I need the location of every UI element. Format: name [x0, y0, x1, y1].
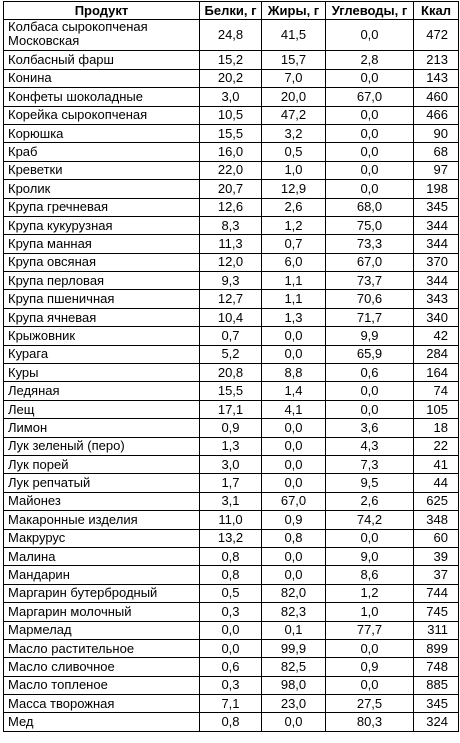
protein-value: 15,2 [200, 51, 262, 69]
carbs-value: 9,0 [326, 547, 414, 565]
table-row [4, 492, 459, 510]
product-name: Масло растительное [4, 639, 200, 657]
fat-value: 12,9 [262, 180, 326, 198]
kcal-value: 370 [414, 253, 459, 271]
kcal-value: 97 [414, 161, 459, 179]
product-name: Конина [4, 69, 200, 87]
header-protein: Белки, г [200, 2, 262, 20]
fat-value: 1,2 [262, 216, 326, 234]
protein-value: 17,1 [200, 400, 262, 418]
kcal-value: 345 [414, 198, 459, 216]
carbs-value: 27,5 [326, 695, 414, 713]
product-name: Маргарин молочный [4, 603, 200, 621]
product-name: Макрурус [4, 529, 200, 547]
product-name: Краб [4, 143, 200, 161]
fat-value: 82,5 [262, 658, 326, 676]
fat-value: 0,7 [262, 235, 326, 253]
kcal-value: 311 [414, 621, 459, 639]
protein-value: 20,7 [200, 180, 262, 198]
carbs-value: 0,0 [326, 20, 414, 51]
table-row [4, 20, 459, 51]
fat-value: 1,4 [262, 382, 326, 400]
carbs-value: 67,0 [326, 253, 414, 271]
table-row [4, 161, 459, 179]
table-row [4, 345, 459, 363]
carbs-value: 75,0 [326, 216, 414, 234]
table-row [4, 419, 459, 437]
table-row [4, 69, 459, 87]
product-name: Крыжовник [4, 327, 200, 345]
carbs-value: 9,5 [326, 474, 414, 492]
product-name: Крупа манная [4, 235, 200, 253]
kcal-value: 472 [414, 20, 459, 51]
table-row [4, 364, 459, 382]
table-row [4, 308, 459, 326]
protein-value: 10,4 [200, 308, 262, 326]
kcal-value: 899 [414, 639, 459, 657]
kcal-value: 60 [414, 529, 459, 547]
table-row [4, 639, 459, 657]
product-name: Лук репчатый [4, 474, 200, 492]
carbs-value: 67,0 [326, 88, 414, 106]
protein-value: 9,3 [200, 272, 262, 290]
carbs-value: 0,0 [326, 124, 414, 142]
fat-value: 82,0 [262, 584, 326, 602]
fat-value: 0,0 [262, 474, 326, 492]
carbs-value: 74,2 [326, 511, 414, 529]
fat-value: 0,0 [262, 455, 326, 473]
protein-value: 7,1 [200, 695, 262, 713]
header-carbs: Углеводы, г [326, 2, 414, 20]
fat-value: 23,0 [262, 695, 326, 713]
protein-value: 10,5 [200, 106, 262, 124]
carbs-value: 0,9 [326, 658, 414, 676]
carbs-value: 1,2 [326, 584, 414, 602]
carbs-value: 73,7 [326, 272, 414, 290]
carbs-value: 2,6 [326, 492, 414, 510]
product-name: Лук порей [4, 455, 200, 473]
table-row [4, 253, 459, 271]
product-name: Конфеты шоколадные [4, 88, 200, 106]
protein-value: 0,8 [200, 547, 262, 565]
protein-value: 13,2 [200, 529, 262, 547]
product-name: Крупа перловая [4, 272, 200, 290]
product-name: Масса творожная [4, 695, 200, 713]
table-row [4, 474, 459, 492]
protein-value: 12,7 [200, 290, 262, 308]
table-row [4, 88, 459, 106]
fat-value: 41,5 [262, 20, 326, 51]
table-row [4, 603, 459, 621]
carbs-value: 0,0 [326, 161, 414, 179]
product-name: Лимон [4, 419, 200, 437]
protein-value: 0,3 [200, 676, 262, 694]
carbs-value: 0,0 [326, 69, 414, 87]
table-row [4, 511, 459, 529]
carbs-value: 0,0 [326, 180, 414, 198]
fat-value: 0,8 [262, 529, 326, 547]
kcal-value: 345 [414, 695, 459, 713]
protein-value: 0,3 [200, 603, 262, 621]
kcal-value: 39 [414, 547, 459, 565]
protein-value: 3,0 [200, 455, 262, 473]
product-name: Куры [4, 364, 200, 382]
kcal-value: 344 [414, 216, 459, 234]
protein-value: 12,6 [200, 198, 262, 216]
carbs-value: 0,0 [326, 106, 414, 124]
carbs-value: 73,3 [326, 235, 414, 253]
carbs-value: 2,8 [326, 51, 414, 69]
kcal-value: 460 [414, 88, 459, 106]
product-name: Крупа овсяная [4, 253, 200, 271]
kcal-value: 18 [414, 419, 459, 437]
fat-value: 8,8 [262, 364, 326, 382]
product-name: Крупа кукурузная [4, 216, 200, 234]
protein-value: 3,0 [200, 88, 262, 106]
product-name: Корюшка [4, 124, 200, 142]
table-row [4, 695, 459, 713]
fat-value: 47,2 [262, 106, 326, 124]
kcal-value: 90 [414, 124, 459, 142]
kcal-value: 348 [414, 511, 459, 529]
table-row [4, 327, 459, 345]
table-header-row [4, 2, 459, 20]
fat-value: 20,0 [262, 88, 326, 106]
fat-value: 0,0 [262, 437, 326, 455]
protein-value: 15,5 [200, 382, 262, 400]
protein-value: 1,7 [200, 474, 262, 492]
table-row [4, 124, 459, 142]
kcal-value: 44 [414, 474, 459, 492]
table-body [4, 20, 459, 731]
product-name: Мармелад [4, 621, 200, 639]
carbs-value: 0,0 [326, 676, 414, 694]
fat-value: 1,0 [262, 161, 326, 179]
fat-value: 1,1 [262, 272, 326, 290]
kcal-value: 625 [414, 492, 459, 510]
table-row [4, 272, 459, 290]
protein-value: 20,8 [200, 364, 262, 382]
fat-value: 4,1 [262, 400, 326, 418]
table-row [4, 235, 459, 253]
table-row [4, 400, 459, 418]
product-name: Майонез [4, 492, 200, 510]
fat-value: 82,3 [262, 603, 326, 621]
product-name: Корейка сырокопченая [4, 106, 200, 124]
table-row [4, 547, 459, 565]
fat-value: 7,0 [262, 69, 326, 87]
table-row [4, 529, 459, 547]
header-fat: Жиры, г [262, 2, 326, 20]
nutrition-table [3, 1, 459, 732]
table-row [4, 382, 459, 400]
carbs-value: 0,6 [326, 364, 414, 382]
fat-value: 1,1 [262, 290, 326, 308]
table-row [4, 658, 459, 676]
kcal-value: 344 [414, 235, 459, 253]
product-name: Масло сливочное [4, 658, 200, 676]
kcal-value: 748 [414, 658, 459, 676]
carbs-value: 80,3 [326, 713, 414, 731]
protein-value: 5,2 [200, 345, 262, 363]
protein-value: 0,0 [200, 621, 262, 639]
kcal-value: 885 [414, 676, 459, 694]
protein-value: 1,3 [200, 437, 262, 455]
product-name: Лещ [4, 400, 200, 418]
kcal-value: 37 [414, 566, 459, 584]
fat-value: 0,0 [262, 547, 326, 565]
table-row [4, 216, 459, 234]
fat-value: 1,3 [262, 308, 326, 326]
protein-value: 11,3 [200, 235, 262, 253]
protein-value: 20,2 [200, 69, 262, 87]
product-name: Маргарин бутербродный [4, 584, 200, 602]
kcal-value: 41 [414, 455, 459, 473]
kcal-value: 213 [414, 51, 459, 69]
protein-value: 16,0 [200, 143, 262, 161]
fat-value: 0,5 [262, 143, 326, 161]
carbs-value: 0,0 [326, 143, 414, 161]
carbs-value: 70,6 [326, 290, 414, 308]
protein-value: 15,5 [200, 124, 262, 142]
fat-value: 99,9 [262, 639, 326, 657]
carbs-value: 8,6 [326, 566, 414, 584]
table-row [4, 198, 459, 216]
product-name: Мед [4, 713, 200, 731]
kcal-value: 466 [414, 106, 459, 124]
table-row [4, 437, 459, 455]
carbs-value: 0,0 [326, 382, 414, 400]
protein-value: 24,8 [200, 20, 262, 51]
carbs-value: 0,0 [326, 529, 414, 547]
carbs-value: 68,0 [326, 198, 414, 216]
carbs-value: 7,3 [326, 455, 414, 473]
product-name: Масло топленое [4, 676, 200, 694]
product-name: Крупа гречневая [4, 198, 200, 216]
protein-value: 0,5 [200, 584, 262, 602]
product-name: Лук зеленый (перо) [4, 437, 200, 455]
carbs-value: 0,0 [326, 400, 414, 418]
carbs-value: 65,9 [326, 345, 414, 363]
table-row [4, 180, 459, 198]
protein-value: 8,3 [200, 216, 262, 234]
fat-value: 0,1 [262, 621, 326, 639]
product-name: Макаронные изделия [4, 511, 200, 529]
table-row [4, 584, 459, 602]
kcal-value: 324 [414, 713, 459, 731]
protein-value: 0,8 [200, 713, 262, 731]
protein-value: 11,0 [200, 511, 262, 529]
table-row [4, 621, 459, 639]
protein-value: 0,8 [200, 566, 262, 584]
kcal-value: 340 [414, 308, 459, 326]
fat-value: 15,7 [262, 51, 326, 69]
fat-value: 0,0 [262, 345, 326, 363]
kcal-value: 284 [414, 345, 459, 363]
protein-value: 0,0 [200, 639, 262, 657]
product-name: Крупа ячневая [4, 308, 200, 326]
fat-value: 2,6 [262, 198, 326, 216]
carbs-value: 3,6 [326, 419, 414, 437]
fat-value: 0,0 [262, 566, 326, 584]
protein-value: 22,0 [200, 161, 262, 179]
protein-value: 3,1 [200, 492, 262, 510]
table-row [4, 455, 459, 473]
fat-value: 67,0 [262, 492, 326, 510]
kcal-value: 68 [414, 143, 459, 161]
product-name: Колбаса сырокопченая Московская [4, 20, 200, 51]
protein-value: 0,7 [200, 327, 262, 345]
product-name: Креветки [4, 161, 200, 179]
kcal-value: 343 [414, 290, 459, 308]
fat-value: 98,0 [262, 676, 326, 694]
fat-value: 0,0 [262, 327, 326, 345]
kcal-value: 22 [414, 437, 459, 455]
fat-value: 0,0 [262, 713, 326, 731]
kcal-value: 105 [414, 400, 459, 418]
carbs-value: 1,0 [326, 603, 414, 621]
carbs-value: 77,7 [326, 621, 414, 639]
product-name: Малина [4, 547, 200, 565]
fat-value: 0,0 [262, 419, 326, 437]
table-row [4, 51, 459, 69]
fat-value: 0,9 [262, 511, 326, 529]
header-kcal: Ккал [414, 2, 459, 20]
kcal-value: 344 [414, 272, 459, 290]
carbs-value: 9,9 [326, 327, 414, 345]
product-name: Кролик [4, 180, 200, 198]
table-row [4, 143, 459, 161]
protein-value: 0,6 [200, 658, 262, 676]
fat-value: 3,2 [262, 124, 326, 142]
table-row [4, 566, 459, 584]
product-name: Крупа пшеничная [4, 290, 200, 308]
table-row [4, 290, 459, 308]
kcal-value: 42 [414, 327, 459, 345]
protein-value: 12,0 [200, 253, 262, 271]
kcal-value: 74 [414, 382, 459, 400]
table-row [4, 676, 459, 694]
product-name: Мандарин [4, 566, 200, 584]
kcal-value: 164 [414, 364, 459, 382]
product-name: Курага [4, 345, 200, 363]
kcal-value: 143 [414, 69, 459, 87]
carbs-value: 4,3 [326, 437, 414, 455]
product-name: Ледяная [4, 382, 200, 400]
protein-value: 0,9 [200, 419, 262, 437]
kcal-value: 745 [414, 603, 459, 621]
header-product: Продукт [4, 2, 200, 20]
fat-value: 6,0 [262, 253, 326, 271]
table-row [4, 106, 459, 124]
table-row [4, 713, 459, 731]
kcal-value: 198 [414, 180, 459, 198]
kcal-value: 744 [414, 584, 459, 602]
carbs-value: 0,0 [326, 639, 414, 657]
carbs-value: 71,7 [326, 308, 414, 326]
product-name: Колбасный фарш [4, 51, 200, 69]
